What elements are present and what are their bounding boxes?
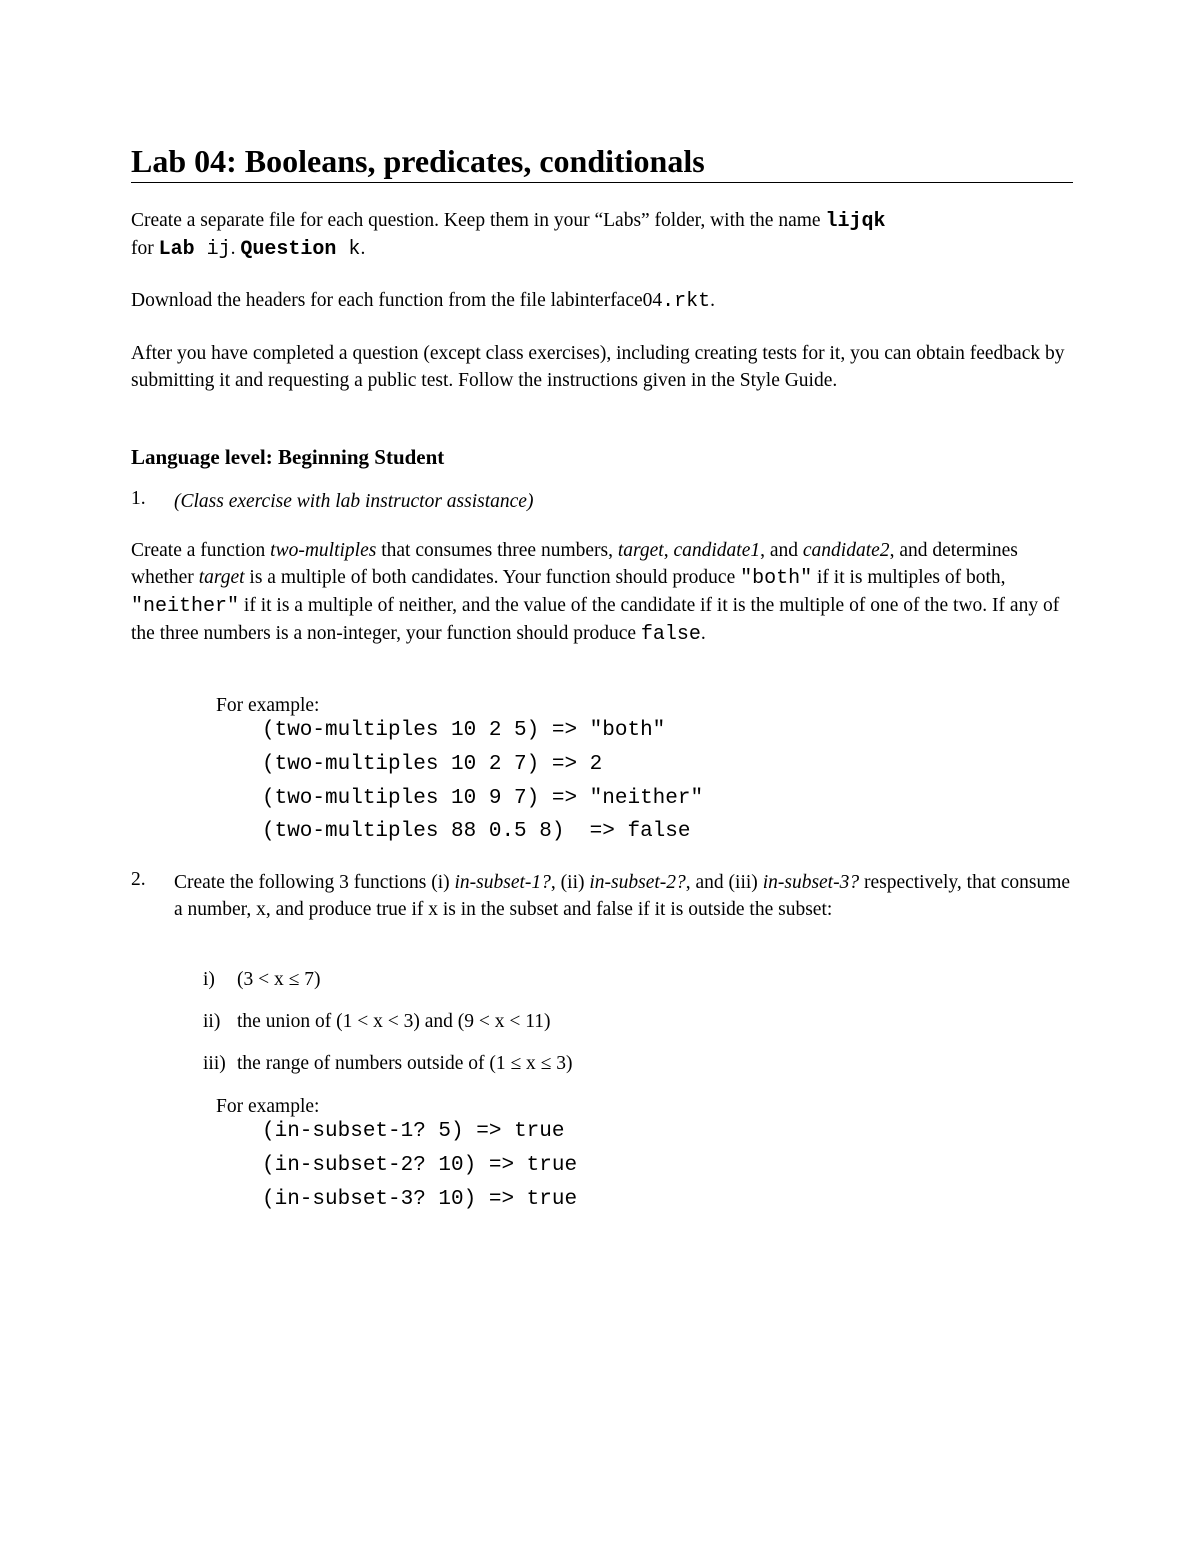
- question-1-note: (Class exercise with lab instructor assistance): [174, 491, 534, 512]
- question-2-example-label: For example:: [216, 1096, 320, 1117]
- question-2-item-1: i) (3 < x ≤ 7): [203, 969, 321, 990]
- question-1-example-3: (two-multiples 10 9 7) => "neither": [262, 787, 704, 810]
- question-1-example-2: (two-multiples 10 2 7) => 2: [262, 753, 603, 776]
- question-1-example-label: For example:: [216, 695, 320, 716]
- intro-paragraph-2: Download the headers for each function from the file labinterface04.rkt.: [131, 290, 716, 313]
- question-2-number: 2.: [131, 869, 146, 890]
- question-2-example-2: (in-subset-2? 10) => true: [262, 1154, 578, 1177]
- language-level-heading: Language level: Beginning Student: [131, 445, 445, 469]
- question-2-description: Create the following 3 functions (i) in-subset-1?, (ii) in-subset-2?, and (iii) in-subset-3? respectively, that consume a number, x, and produce true if x is in the subset and false if it is outside the subset:: [174, 872, 1071, 920]
- page-title: Lab 04: Booleans, predicates, conditionals: [131, 140, 1073, 183]
- question-2-item-3: iii) the range of numbers outside of (1 ≤ x ≤ 3): [203, 1053, 573, 1074]
- question-1-number: 1.: [131, 488, 146, 509]
- question-1-description: Create a function two-multiples that consumes three numbers, target, candidate1, and candidate2, and determines whether target is a multiple of both candidates. Your function should produce "both" if it is multiples of both, "neither" if it is a multiple of neither, and the value of the candidate if it is the multiple of one of the two. If any of the three numbers is a non-integer, your function should produce false.: [131, 540, 1060, 646]
- intro-paragraph-1: Create a separate file for each question. Keep them in your “Labs” folder, with the name lijqk for Lab ij. Question k.: [131, 210, 886, 261]
- question-2-example-3: (in-subset-3? 10) => true: [262, 1188, 578, 1211]
- question-2-item-2: ii) the union of (1 < x < 3) and (9 < x < 11): [203, 1011, 551, 1032]
- question-1-example-1: (two-multiples 10 2 5) => "both": [262, 719, 666, 742]
- question-2-example-1: (in-subset-1? 5) => true: [262, 1120, 565, 1143]
- question-1-example-4: (two-multiples 88 0.5 8) => false: [262, 820, 691, 843]
- intro-paragraph-3: After you have completed a question (except class exercises), including creating tests for it, you can obtain feedback by submitting it and requesting a public test. Follow the instructions given in the Style Guide.: [131, 343, 1065, 391]
